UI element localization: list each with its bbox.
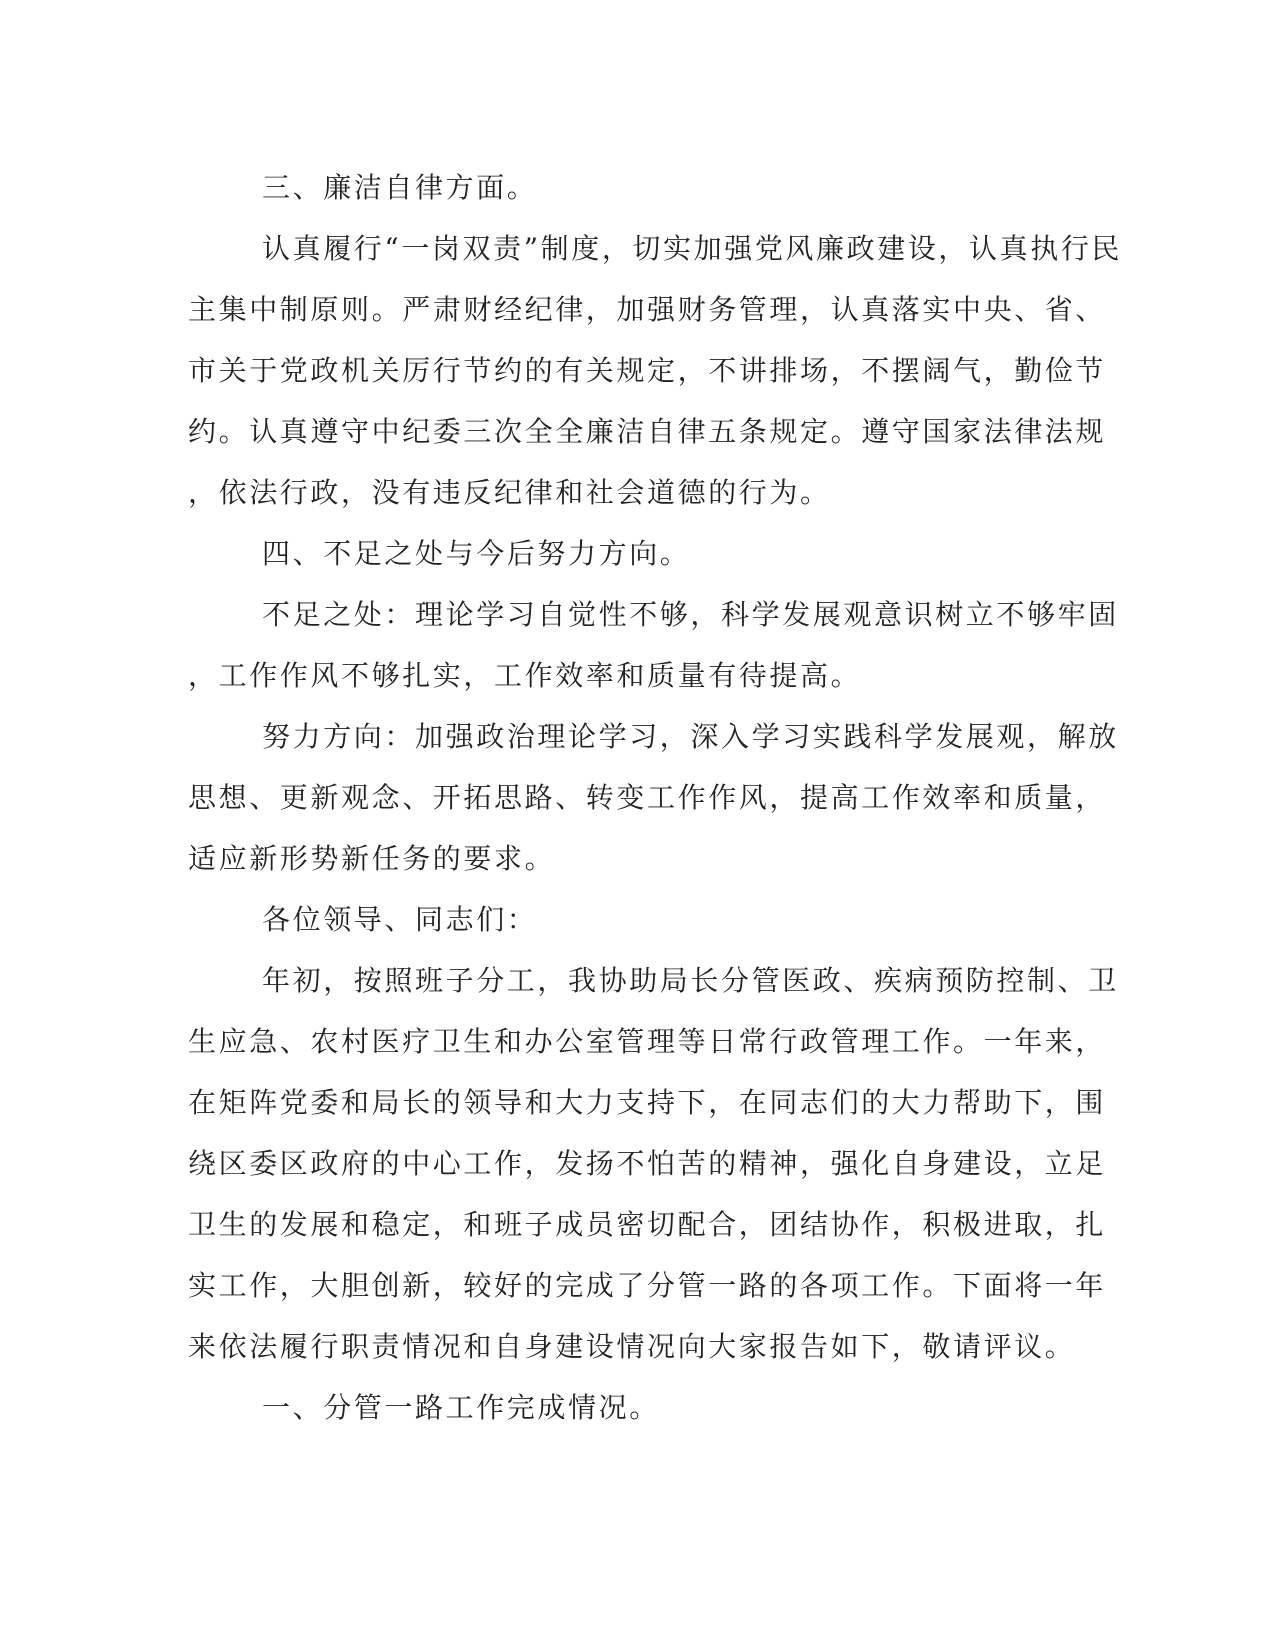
paragraph-line: 约。认真遵守中纪委三次全全廉洁自律五条规定。遵守国家法律法规 [188,415,1107,448]
paragraph-line: 主集中制原则。严肃财经纪律，加强财务管理，认真落实中央、省、 [188,293,1107,326]
paragraph-line: 在矩阵党委和局长的领导和大力支持下，在同志们的大力帮助下，围 [188,1086,1107,1119]
paragraph-line: ，工作作风不够扎实，工作效率和质量有待提高。 [188,659,862,692]
paragraph-line: 卫生的发展和稳定，和班子成员密切配合，团结协作，积极进取，扎 [188,1208,1107,1241]
paragraph-line: 不足之处：理论学习自觉性不够，科学发展观意识树立不够牢固 [262,598,1119,631]
salutation: 各位领导、同志们： [262,903,538,936]
document-body [188,157,1123,1438]
heading-three: 三、廉洁自律方面。 [262,171,538,204]
paragraph-line: 思想、更新观念、开拓思路、转变工作作风，提高工作效率和质量， [188,781,1107,814]
paragraph-line: 市关于党政机关厉行节约的有关规定，不讲排场，不摆阔气，勤俭节 [188,354,1107,387]
paragraph-line: 努力方向：加强政治理论学习，深入学习实践科学发展观，解放 [262,720,1119,753]
heading-one: 一、分管一路工作完成情况。 [262,1391,660,1424]
paragraph-line: 来依法履行职责情况和自身建设情况向大家报告如下，敬请评议。 [188,1330,1076,1363]
paragraph-line: 实工作，大胆创新，较好的完成了分管一路的各项工作。下面将一年 [188,1269,1107,1302]
paragraph-line: ，依法行政，没有违反纪律和社会道德的行为。 [188,476,831,509]
heading-four: 四、不足之处与今后努力方向。 [262,537,691,570]
paragraph-line: 绕区委区政府的中心工作，发扬不怕苦的精神，强化自身建设，立足 [188,1147,1107,1180]
paragraph-line: 认真履行“一岗双责”制度，切实加强党风廉政建设，认真执行民 [262,232,1123,265]
paragraph-line: 年初，按照班子分工，我协助局长分管医政、疾病预防控制、卫 [262,964,1119,997]
paragraph-line: 适应新形势新任务的要求。 [188,842,556,875]
paragraph-line: 生应急、农村医疗卫生和办公室管理等日常行政管理工作。一年来， [188,1025,1107,1058]
